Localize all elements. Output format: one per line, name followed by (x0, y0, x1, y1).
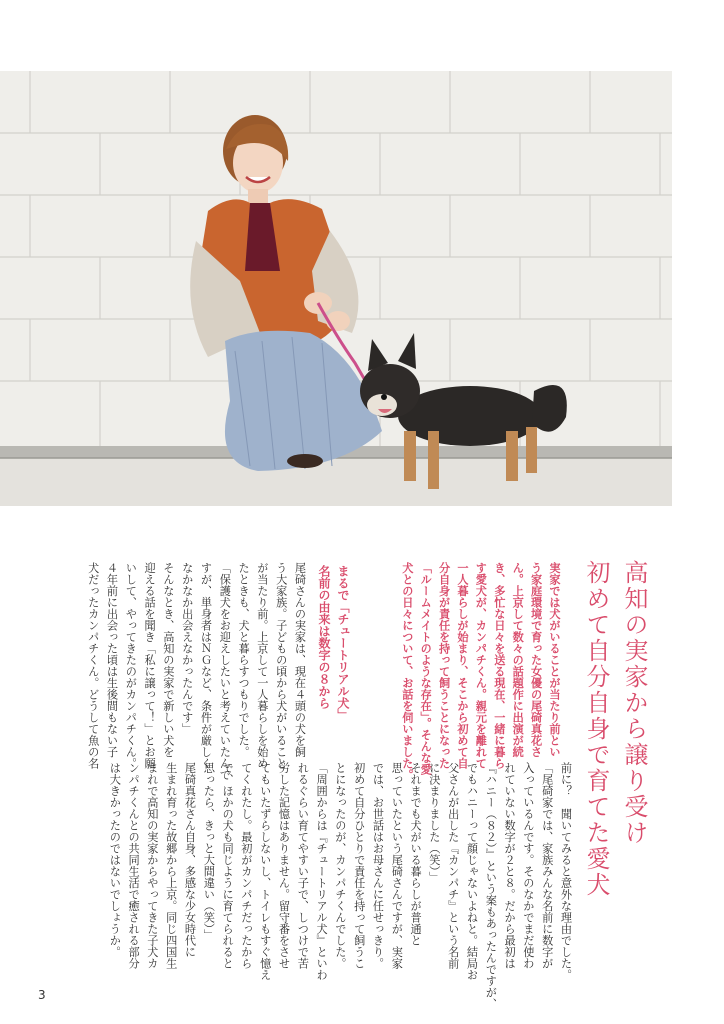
body-lower-column: 思っていたという尾碕さんですが、実家 (390, 762, 404, 969)
body-lower-column: 入っているんです。そのなかでまだ使わ (521, 762, 535, 969)
photo-woman-with-dog (0, 71, 672, 506)
lead-column: 犬との日々について、お話を伺いました。 (400, 562, 415, 781)
body-lower-column: 「尾碕家では、家族みんな名前に数字が (540, 762, 554, 969)
body-lower-column: でもハニーって顔じゃないよねと。結局お (465, 762, 479, 981)
body-lower-column: てもいたずらしないし、トイレもすぐ憶え (258, 762, 272, 981)
body-lower-column: 生まれ育った故郷から上京。同じ四国生 (164, 762, 178, 969)
lead-column: 「ルームメイトのような存在」。そんな愛 (419, 562, 434, 775)
body-lower-column: 尾碕真花さん自身、多感な少女時代に (183, 762, 197, 958)
body-upper-column: なかなか出会えなかったんです」 (180, 562, 194, 735)
lead-column: 実家では犬がいることが当たり前とい (548, 562, 562, 758)
body-lower-column: 前に？ 聞いてみると意外な理由でした。 (559, 762, 573, 981)
body-lower-column: は大きかったのではないでしょうか。 (108, 762, 122, 958)
body-upper-column: いして、やってきたのがカンパチくん。 (124, 562, 138, 769)
body-lower-column: てくれたし。最初がカンパチだったから (239, 762, 253, 969)
body-lower-column: ンパチくんとの共同生活で癒される部分 (127, 762, 141, 969)
body-lower-column: れていない数字が２と８。だから最初は (503, 762, 517, 969)
body-upper-column: 「保護犬をお迎えしたいと考えていたんで (218, 562, 232, 781)
section-heading-line-1: まるで「チュートリアル犬」 (336, 565, 350, 721)
body-lower-column: で、ほかの犬も同じように育てられると (221, 762, 235, 969)
body-upper-column: 犬だったカンパチくん。どうして魚の名 (86, 562, 100, 769)
lead-column: ん。上京して数々の話題作に出演が続 (511, 562, 526, 758)
headline-line-2: 初めて自分自身で育てた愛犬 (582, 560, 610, 898)
photo-illustration (0, 71, 672, 506)
page-number: 3 (38, 988, 46, 1002)
body-upper-column: 迎える話を聞き「私に譲って！」とお願 (143, 562, 157, 769)
body-lower-column: とになったのが、カンパチくんでした。 (333, 762, 347, 969)
body-upper-column: が当たり前。上京して一人暮らしを始め (255, 562, 269, 769)
body-lower-column: では、お世話はお母さんに任せっきり。 (371, 762, 385, 969)
body-lower-column: れるぐらい育てやすい子で、しつけで苦 (296, 762, 310, 969)
body-lower-column: 父さんが出した『カンパチ』という名前 (446, 762, 460, 969)
lead-column: 一人暮らしが始まり、そこから初めて自 (456, 562, 470, 769)
body-lower-column: 思ったら、きっと大間違い（笑）」 (202, 762, 216, 941)
body-upper-column: すが、単身者はＮＧなど、条件が厳しく (199, 562, 213, 769)
body-upper-column: そんなとき、高知の実家で新しい犬を (161, 562, 175, 758)
body-lower-column: まれで高知の実家からやってきた子犬カ (145, 762, 159, 969)
body-upper-column: 尾碕さんの実家は、現在４頭の犬を飼 (293, 562, 307, 758)
lead-column: す愛犬が、カンパチくん。親元を離れて (474, 562, 489, 769)
body-upper-column: たときも、犬と暮らすつもりでした。 (237, 562, 251, 758)
headline-line-1: 高知の実家から譲り受け (620, 560, 648, 846)
lead-column: 分自身が責任を持って飼うことになった (437, 562, 452, 769)
body-lower-column: 労した記憶はありません。留守番をさせ (277, 762, 291, 969)
section-heading-line-2: 名前の由来は数字の８から (317, 565, 331, 709)
body-upper-column: う大家族。子どもの頃から犬がいること (274, 562, 288, 769)
lead-column: き、多忙な日々を送る現在、一緒に暮ら (492, 562, 507, 769)
body-lower-column: 『ハニー（８２）』という案もあったんですが、 (484, 762, 498, 1010)
body-upper-column: ４年前に出会った頃は生後間もない子 (105, 562, 119, 758)
lead-column: う家庭環境で育った女優の尾碕真花さ (529, 562, 544, 758)
body-lower-column: それまでも犬がいる暮らしが普通と (409, 762, 423, 946)
body-lower-column: に決まりました（笑）」 (427, 762, 441, 883)
body-lower-column: 初めて自分ひとりで責任を持って飼うこ (352, 762, 366, 969)
body-lower-column: 「周囲からは『チュートリアル犬』といわ (315, 762, 329, 981)
